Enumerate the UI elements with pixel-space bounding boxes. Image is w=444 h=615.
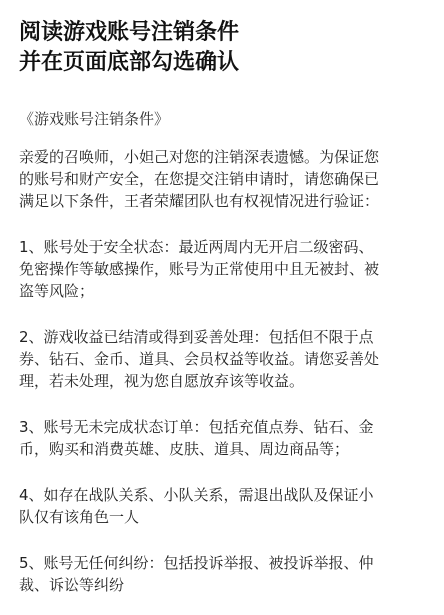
condition-line: 券、钻石、金币、道具、会员权益等收益。请您妥善处 bbox=[19, 350, 380, 368]
condition-4 bbox=[19, 484, 435, 528]
condition-line: 币，购买和消费英雄、皮肤、道具、周边商品等； bbox=[19, 440, 350, 458]
condition-3 bbox=[19, 416, 435, 460]
condition-line: 理，若未处理，视为您自愿放弃该等收益。 bbox=[19, 372, 305, 390]
condition-line: 4、如存在战队关系、小队关系，需退出战队及保证小 bbox=[19, 486, 374, 504]
condition-line: 队仅有该角色一人 bbox=[19, 508, 140, 526]
condition-line: 2、游戏收益已结清或得到妥善处理：包括但不限于点 bbox=[19, 328, 374, 346]
condition-5 bbox=[19, 552, 435, 596]
intro-line: 满足以下条件，王者荣耀团队也有权视情况进行验证： bbox=[19, 192, 380, 210]
headline-line-2: 并在页面底部勾选确认 bbox=[19, 50, 240, 75]
condition-line: 3、账号无未完成状态订单：包括充值点券、钻石、金 bbox=[19, 418, 374, 436]
intro-line: 的账号和财产安全，在您提交注销申请时，请您确保已 bbox=[19, 170, 380, 188]
condition-line: 裁、诉讼等纠纷 bbox=[19, 576, 125, 594]
condition-line: 5、账号无任何纠纷：包括投诉举报、被投诉举报、仲 bbox=[19, 554, 374, 572]
condition-line: 盗等风险； bbox=[19, 282, 95, 300]
intro-line: 亲爱的召唤师，小妲己对您的注销深表遗憾。为保证您 bbox=[19, 148, 380, 166]
headline-line-1: 阅读游戏账号注销条件 bbox=[19, 20, 240, 45]
condition-line: 免密操作等敏感操作，账号为正常使用中且无被封、被 bbox=[19, 260, 380, 278]
condition-1 bbox=[19, 236, 435, 302]
intro-paragraph bbox=[19, 146, 435, 212]
page-headline bbox=[19, 18, 434, 78]
condition-line: 1、账号处于安全状态：最近两周内无开启二级密码、 bbox=[19, 238, 374, 256]
condition-2 bbox=[19, 326, 435, 392]
document-title: 《游戏账号注销条件》 bbox=[19, 110, 170, 128]
